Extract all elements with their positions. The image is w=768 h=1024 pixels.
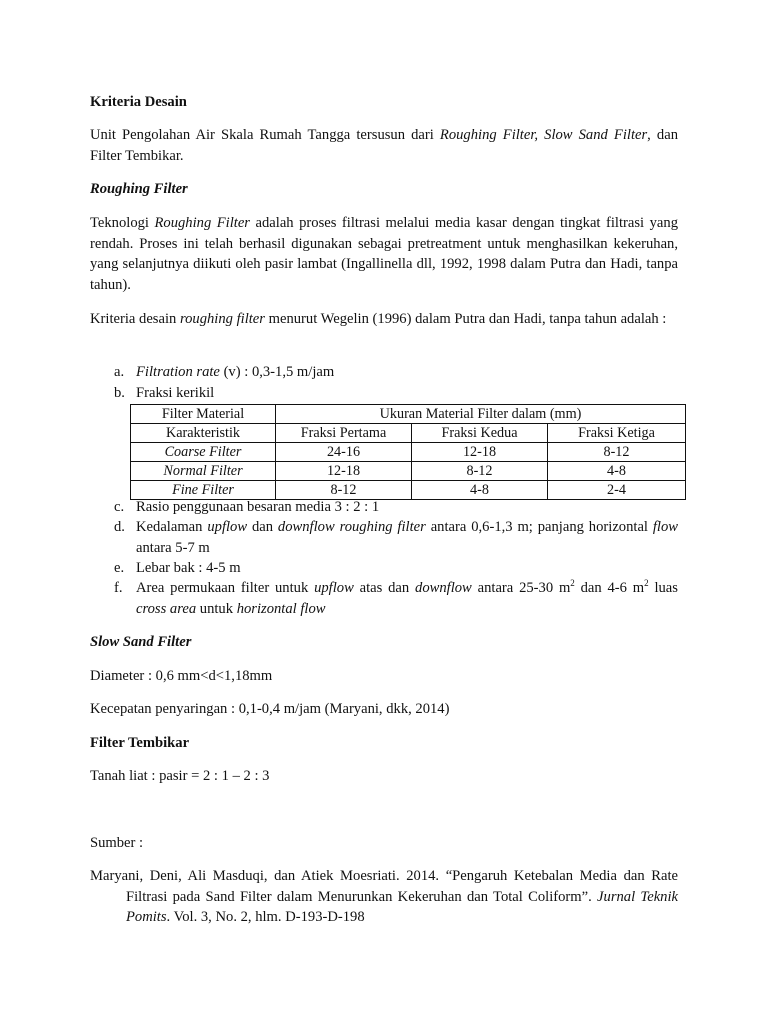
f-text-3: antara 25-30 m bbox=[471, 580, 571, 596]
roughing-p2-italic: roughing filter bbox=[179, 311, 265, 327]
roughing-p2-text-1: Kriteria desain bbox=[90, 311, 180, 327]
table-cell: 8-12 bbox=[412, 462, 548, 481]
list-marker-a: a. bbox=[114, 364, 125, 380]
reference-text-2: . Vol. 3, No. 2, hlm. D-193-D-198 bbox=[166, 909, 365, 925]
table-cell: 8-12 bbox=[276, 481, 412, 500]
reference-text-1: Maryani, Deni, Ali Masduqi, dan Atiek Moesriati. 2014. “Pengaruh Ketebalan Media dan Rate Filtrasi pada Sand Filter dalam Menurunkan Kekeruhan dan Total Coliform”. bbox=[90, 868, 678, 905]
f-text-5: luas bbox=[648, 580, 678, 596]
kecepatan-text: Kecepatan penyaringan : 0,1-0,4 m/jam (Maryani, dkk, 2014) bbox=[90, 701, 450, 717]
list-marker-d: d. bbox=[114, 519, 125, 535]
list-text-a bbox=[136, 362, 678, 383]
table-header-fraksi-pertama: Fraksi Pertama bbox=[276, 424, 412, 443]
table-cell: 4-8 bbox=[548, 462, 686, 481]
list-item-f bbox=[114, 578, 678, 619]
list-marker-e: e. bbox=[114, 560, 125, 576]
table-subheader-row bbox=[131, 424, 686, 443]
reference-journal: Jurnal Teknik Pomits bbox=[126, 888, 678, 925]
reference-entry bbox=[90, 866, 678, 928]
tembikar-ratio-text: Tanah liat : pasir = 2 : 1 – 2 : 3 bbox=[90, 768, 270, 784]
roughing-paragraph-1 bbox=[90, 213, 678, 295]
table-header-karakteristik: Karakteristik bbox=[131, 424, 276, 443]
f-italic-4: horizontal flow bbox=[236, 600, 326, 617]
list-text-f bbox=[136, 578, 678, 619]
table-header-ukuran: Ukuran Material Filter dalam (mm) bbox=[276, 405, 686, 424]
fraksi-kerikil-table bbox=[130, 404, 686, 500]
roughing-p1-text-2: adalah proses filtrasi melalui media kasar dengan tingkat filtrasi yang rendah. Proses ini telah berhasil digunakan sebagai pretreatment untuk menghasilkan kekeruhan, yang selanjutnya diikuti oleh pasir lambat (Ingallinella dll, 1992, 1998 dalam Putra dan Hadi, tanpa tahun). bbox=[90, 215, 678, 293]
list-text-d bbox=[136, 517, 678, 558]
sumber-label: Sumber : bbox=[90, 835, 144, 851]
roughing-p1-italic: Roughing Filter bbox=[154, 215, 250, 231]
list-item-b bbox=[114, 383, 678, 404]
table-cell: 24-16 bbox=[276, 443, 412, 462]
table-cell-name: Coarse Filter bbox=[131, 443, 276, 462]
f-superscript-2: 2 bbox=[644, 578, 649, 589]
roughing-p1-text-1: Teknologi bbox=[90, 215, 155, 231]
list-marker-f: f. bbox=[114, 580, 123, 596]
d-italic-1: upflow bbox=[207, 519, 248, 535]
f-italic-3: cross area bbox=[136, 600, 197, 617]
f-text-4: dan 4-6 m bbox=[574, 580, 645, 596]
intro-paragraph bbox=[90, 125, 678, 166]
list-text-c: Rasio penggunaan besaran media 3 : 2 : 1 bbox=[136, 499, 380, 515]
f-text-6: untuk bbox=[196, 600, 237, 617]
heading-filter-tembikar: Filter Tembikar bbox=[90, 735, 190, 751]
list-text-e: Lebar bak : 4-5 m bbox=[136, 560, 241, 576]
table-header-fraksi-kedua: Fraksi Kedua bbox=[412, 424, 548, 443]
list-marker-c: c. bbox=[114, 499, 125, 515]
d-text-1: Kedalaman bbox=[136, 519, 208, 535]
table-cell: 12-18 bbox=[276, 462, 412, 481]
f-italic-2: downflow bbox=[415, 580, 472, 596]
table-header-row bbox=[131, 405, 686, 424]
table-cell: 12-18 bbox=[412, 443, 548, 462]
f-superscript-1: 2 bbox=[570, 578, 575, 589]
f-text-1: Area permukaan filter untuk bbox=[136, 580, 315, 596]
roughing-p2-text-2: menurut Wegelin (1996) dalam Putra dan Hadi, tanpa tahun adalah : bbox=[264, 311, 667, 327]
list-item-e bbox=[114, 558, 678, 579]
heading-slow-sand-filter: Slow Sand Filter bbox=[90, 634, 192, 650]
d-text-4: antara 5-7 m bbox=[136, 539, 210, 556]
list-item-d bbox=[114, 517, 678, 558]
f-text-2: atas dan bbox=[353, 580, 416, 596]
list-item-a bbox=[114, 362, 678, 383]
d-italic-3: flow bbox=[652, 519, 678, 535]
heading-roughing-filter: Roughing Filter bbox=[90, 181, 188, 197]
d-italic-2: downflow roughing filter bbox=[277, 519, 426, 535]
table-row bbox=[131, 443, 686, 462]
list-item-c bbox=[114, 497, 678, 518]
table-cell: 2-4 bbox=[548, 481, 686, 500]
d-text-3: antara 0,6-1,3 m; panjang horizontal bbox=[425, 519, 653, 535]
heading-kriteria-desain: Kriteria Desain bbox=[90, 94, 187, 110]
list-marker-b: b. bbox=[114, 385, 125, 401]
table-cell: 4-8 bbox=[412, 481, 548, 500]
intro-text-2: , dan Filter Tembikar. bbox=[90, 127, 678, 164]
roughing-paragraph-2 bbox=[90, 309, 678, 330]
f-italic-1: upflow bbox=[314, 580, 354, 596]
filtration-rate-value: (v) : 0,3-1,5 m/jam bbox=[219, 364, 335, 380]
filtration-rate-italic: Filtration rate bbox=[136, 364, 220, 380]
table-cell: 8-12 bbox=[548, 443, 686, 462]
table-header-filter-material: Filter Material bbox=[131, 405, 276, 424]
d-text-2: dan bbox=[247, 519, 278, 535]
table-row bbox=[131, 462, 686, 481]
table-header-fraksi-ketiga: Fraksi Ketiga bbox=[548, 424, 686, 443]
table-cell-name: Fine Filter bbox=[131, 481, 276, 500]
list-text-b: Fraksi kerikil bbox=[136, 385, 215, 401]
intro-italic: Roughing Filter, Slow Sand Filter bbox=[439, 127, 648, 143]
diameter-text: Diameter : 0,6 mm<d<1,18mm bbox=[90, 668, 273, 684]
intro-text-1: Unit Pengolahan Air Skala Rumah Tangga tersusun dari bbox=[90, 127, 440, 143]
table-cell-name: Normal Filter bbox=[131, 462, 276, 481]
